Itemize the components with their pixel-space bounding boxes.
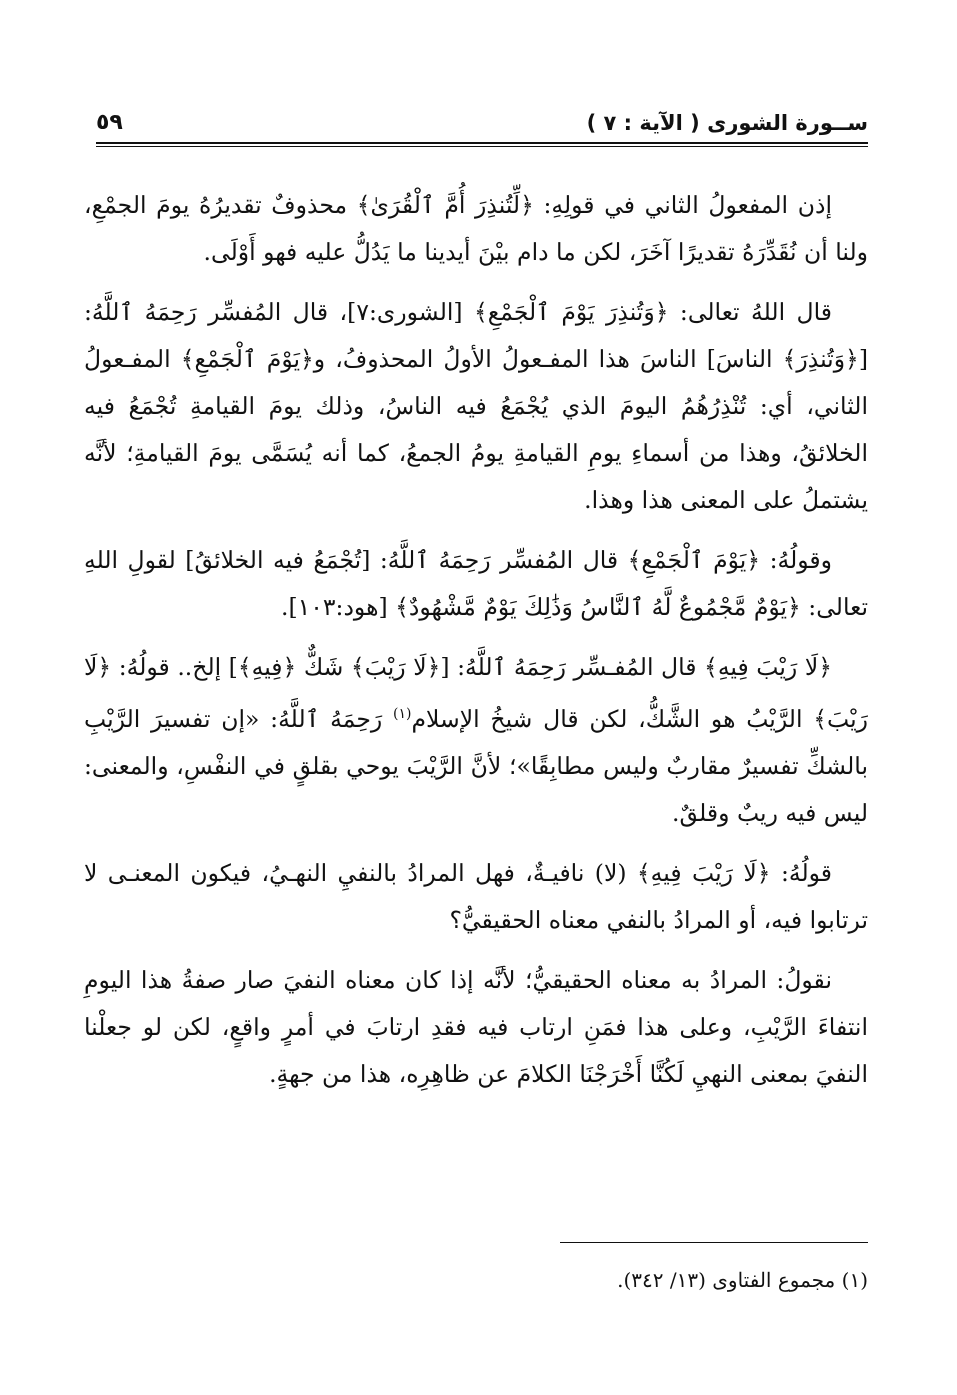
paragraph-1: إذن المفعولُ الثاني في قولِهِ: ﴿لِّتُنذِرَ أُمَّ ٱلْقُرَىٰ﴾ محذوفٌ تقديرُهُ يومَ الجمْعِ، ولنا أن نُقَدِّرَهُ تقديرًا آخَرَ، لكن ما دام بيْنَ أيدينا ما يَدُلُّ عليه فهو أَوْلَى. — [84, 191, 868, 266]
header-rule-thin — [96, 146, 868, 147]
header-rule — [96, 142, 868, 144]
paragraph-4-text: ﴿لَا رَيْبَ فِيهِ﴾ قال المُفـسِّر رَحِمَهُ ٱللَّهُ: [﴿لَا رَيْبَ﴾ شَكٌّ ﴿فِيهِ﴾] إلخ.. قولُهُ: ﴿لَا رَيْبَ﴾ الرَّيْبُ هو الشَّكُّ، لكن قال شيخُ الإسلام — [84, 653, 868, 733]
footnote-marker[interactable]: (١) — [392, 706, 412, 722]
page-header — [96, 108, 868, 142]
paragraph-2: قال اللهُ تعالى: ﴿وَتُنذِرَ يَوْمَ ٱلْجَمْعِ﴾ [الشورى:٧]، قال المُفسِّر رَحِمَهُ ٱللَّهُ: [﴿وَتُنذِرَ﴾ الناسَ] الناسَ هذا المفـعولُ الأولُ المحذوفُ، و﴿يَوْمَ ٱلْجَمْعِ﴾ المفـعولُ الثاني، أي: تُنْذِرُهُمُ اليومَ الذي يُجْمَعُ فيه الناسُ، وذلك يومَ القيامةِ تُجْمَعُ فيه الخلائقُ، وهذا من أسماءِ يومِ القيامةِ يومُ الجمعُ، كما أنه يُسَمَّى يومَ القيامةِ؛ لأنَّه يشتملُ على المعنى هذا وهذا. — [84, 298, 868, 514]
paragraph-4 — [84, 644, 868, 837]
footnote: (١) مجموع الفتاوى (١٣/ ٣٤٢). — [617, 1268, 868, 1292]
paragraph-5: قولُهُ: ﴿لَا رَيْبَ فِيهِ﴾ (لا) نافيـةٌ، فهل المرادُ بالنفيِ النهـيُ، فيكون المعنـى لا ترتابوا فيه، أو المرادُ بالنفي معناه الحقيقيُّ؟ — [84, 858, 868, 934]
paragraph-6: نقولُ: المرادُ به معناه الحقيقيُّ؛ لأنَّه إذا كان معناه النفيَ صار صفةُ هذا اليومِ انتفاءَ الرَّيْبِ، وعلى هذا فمَنِ ارتاب فيه فقدِ ارتابَ في أمرٍ واقعٍ، لكن لو جعلْنا النفيَ بمعنى النهيِ لَكُنَّا أَخْرَجْنَا الكلامَ عن ظاهِرِه، هذا من جهةٍ. — [84, 965, 868, 1088]
footnote-rule — [560, 1242, 868, 1243]
paragraph-4-continued: رَحِمَهُ ٱللَّهُ: «إن تفسيرَ الرَّيْبِ بالشكِّ تفسيرٌ مقاربٌ وليس مطابِقًا»؛ لأنَّ الرَّيْبَ يوحي بقلقٍ في النفْسِ، والمعنى: ليس فيه ريبٌ وقلقٌ. — [84, 704, 868, 827]
page-number: ٥٩ — [96, 110, 123, 135]
paragraph-3: وقولُهُ: ﴿يَوْمَ ٱلْجَمْعِ﴾ قال المُفسِّر رَحِمَهُ ٱللَّهُ: [تُجْمَعُ فيه الخلائقُ] لقولِ اللهِ تعالى: ﴿يَوْمٌ مَّجْمُوعٌ لَّهُ ٱلنَّاسُ وَذَٰلِكَ يَوْمٌ مَّشْهُودٌ﴾ [هود:١٠٣]. — [84, 546, 868, 621]
body-text — [84, 182, 868, 1111]
surah-title: ســورة الشورى ( الآية : ٧ ) — [586, 111, 868, 135]
